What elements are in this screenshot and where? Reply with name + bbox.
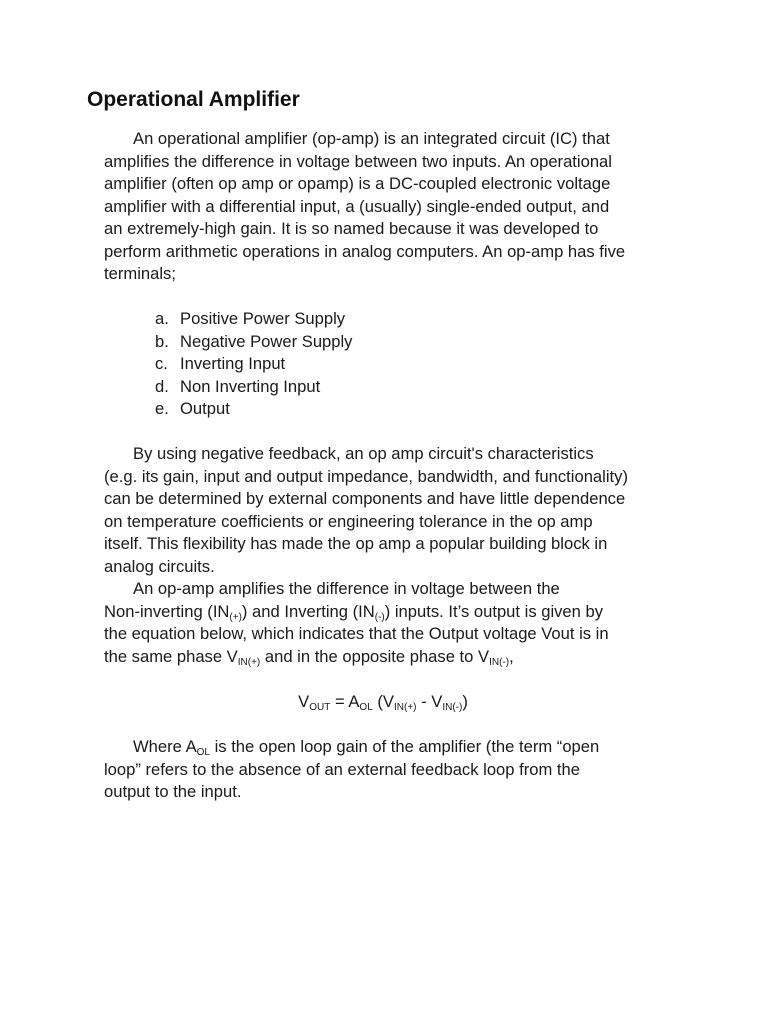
subscript: OL (196, 747, 210, 758)
paragraph-line: (e.g. its gain, input and output impedance, bandwidth, and functionality) (104, 466, 628, 486)
output-equation (0, 691, 768, 714)
paragraph-line: An operational amplifier (op-amp) is an integrated circuit (IC) that (133, 129, 610, 148)
text-run: V (298, 692, 310, 711)
text-run: and in the opposite phase to V (260, 646, 490, 666)
text-run: , (509, 646, 514, 666)
intro-paragraph (104, 128, 684, 286)
text-run: = A (330, 692, 360, 711)
paragraph-line: loop” refers to the absence of an external feedback loop from the (104, 759, 580, 779)
paragraph-line (104, 736, 684, 759)
text-run: ) and Inverting (IN (241, 601, 375, 621)
list-item-label: Output (180, 399, 230, 418)
list-item-label: Non Inverting Input (180, 376, 321, 396)
list-marker: c. (155, 354, 168, 373)
subscript: IN(+) (237, 656, 261, 668)
list-marker: a. (155, 309, 169, 328)
equation-text (298, 691, 468, 714)
subscript: IN(-) (442, 702, 463, 713)
subscript: IN(+) (393, 702, 417, 713)
list-item-label: Positive Power Supply (180, 309, 346, 328)
paragraph-line: the equation below, which indicates that the Output voltage Vout is in (104, 624, 609, 643)
text-run: Non-inverting (IN (104, 601, 230, 621)
text-run: is the open loop gain of the amplifier (the term “open (209, 737, 600, 756)
text-run: the same phase V (104, 646, 238, 666)
text-run: ) (462, 692, 468, 711)
paragraph-line (104, 646, 684, 669)
paragraph-line (104, 601, 684, 624)
list-item (155, 353, 352, 376)
list-item (155, 308, 352, 331)
subscript: (+) (229, 611, 242, 623)
paragraph-line: on temperature coefficients or engineering tolerance in the op amp (104, 511, 593, 531)
paragraph-line: output to the input. (104, 782, 242, 801)
text-run: Where A (133, 737, 197, 756)
feedback-paragraph (104, 443, 684, 578)
list-item (155, 331, 352, 354)
terminals-list (155, 308, 352, 421)
list-marker: b. (155, 331, 169, 351)
list-item (155, 398, 352, 421)
list-item-label: Negative Power Supply (180, 331, 353, 351)
document-title: Operational Amplifier (87, 88, 300, 111)
paragraph-line: perform arithmetic operations in analog computers. An op-amp has five (104, 241, 626, 261)
paragraph-line: amplifier with a differential input, a (usually) single-ended output, and (104, 196, 610, 216)
list-item-label: Inverting Input (180, 354, 286, 373)
text-run: (V (372, 692, 394, 711)
paragraph-line: an extremely-high gain. It is so named because it was developed to (104, 219, 599, 238)
paragraph-line: An op-amp amplifies the difference in voltage between the (133, 579, 560, 598)
list-marker: d. (155, 376, 169, 396)
gain-paragraph (104, 736, 684, 804)
paragraph-line: analog circuits. (104, 556, 215, 576)
list-item (155, 376, 352, 399)
paragraph-line: amplifier (often op amp or opamp) is a DC-coupled electronic voltage (104, 174, 611, 193)
subscript: OL (359, 702, 373, 713)
text-run: ) inputs. It’s output is given by (384, 601, 604, 621)
paragraph-line: can be determined by external components and have little dependence (104, 489, 626, 508)
output-paragraph (104, 578, 684, 668)
list-marker: e. (155, 399, 169, 418)
paragraph-line: amplifies the difference in voltage between two inputs. An operational (104, 151, 612, 171)
paragraph-line: terminals; (104, 264, 176, 283)
subscript: (-) (374, 611, 385, 623)
text-run: - V (416, 692, 443, 711)
subscript: IN(-) (489, 656, 510, 668)
subscript: OUT (309, 702, 331, 713)
paragraph-line: By using negative feedback, an op amp circuit's characteristics (133, 444, 594, 463)
paragraph-line: itself. This flexibility has made the op amp a popular building block in (104, 534, 608, 553)
